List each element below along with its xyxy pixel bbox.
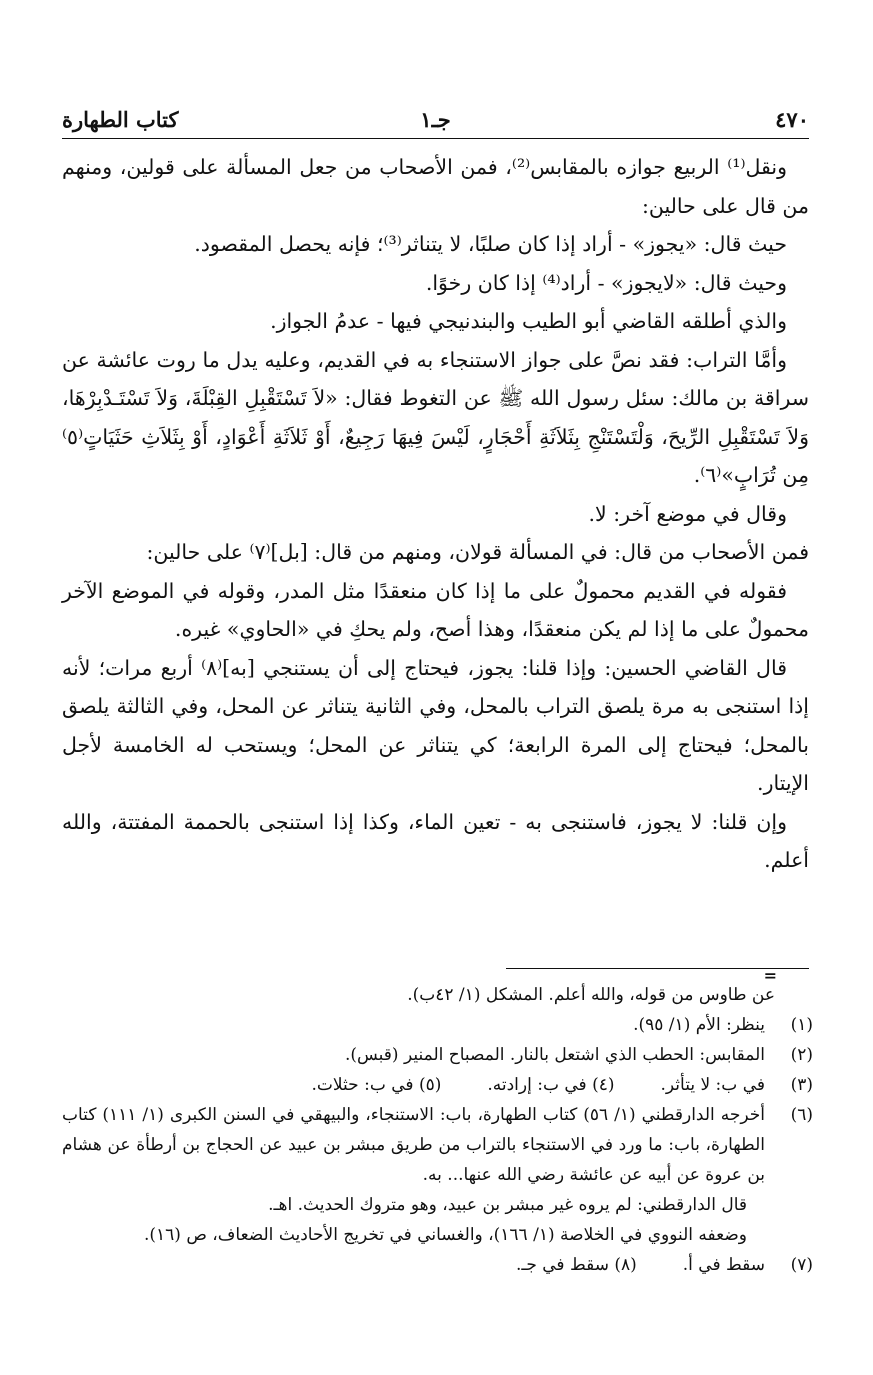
paragraph: فمن الأصحاب من قال: في المسألة قولان، ومنهم من قال: [بل]⁽٧⁾ على حالين:	[146, 540, 809, 564]
footnote: (٧) سقط في أ. (٨) سقط في جـ.	[515, 1255, 813, 1275]
paragraph: وإن قلنا: لا يجوز، فاستنجى به - تعين الماء، وكذا إذا استنجى بالحممة المفتتة، والله أعلم.	[62, 809, 809, 872]
footnote: (١) ينظر: الأم (١/ ٩٥).	[633, 1015, 813, 1035]
footnote-continuation: عن طاوس من قوله، والله أعلم. المشكل (١/ ٤٢ب).	[407, 985, 775, 1005]
volume-label: جـ١	[420, 107, 451, 132]
page-number: ٤٧٠	[775, 107, 809, 132]
main-text	[62, 148, 809, 880]
paragraph: قال القاضي الحسين: وإذا قلنا: يجوز، فيحتاج إلى أن يستنجي [به]⁽٨⁾ أربع مرات؛ لأنه إذا استنجى به مرة يلصق التراب بالمحل، وفي الثانية يتناثر عن المحل، وفي الثالثة يلصق بالمحل؛ فيحتاج إلى المرة الرابعة؛ كي يتناثر عن المحل؛ ويستحب له الخامسة لأجل الإيتار.	[62, 655, 809, 795]
footnote: (٢) المقابس: الحطب الذي اشتعل بالنار. المصباح المنير (قبس).	[344, 1045, 813, 1065]
footnote: (٦) أخرجه الدارقطني (١/ ٥٦) كتاب الطهارة، باب: الاستنجاء، والبيهقي في السنن الكبرى (١/ ١١١) كتاب الطهارة، باب: ما ورد في الاستنجاء بالتراب من طريق مبشر بن عبيد عن الحجاج بن أرطأة عن هشام بن عروة عن أبيه عن عائشة رضي الله عنها... به.	[62, 1105, 813, 1185]
footnote: (٣) في ب: لا يتأثر. (٤) في ب: إرادته. (٥) في ب: حثلات.	[311, 1075, 813, 1095]
footnote-sub: قال الدارقطني: لم يروه غير مبشر بن عبيد، وهو متروك الحديث. اهـ.	[268, 1195, 747, 1215]
continuation-mark: =	[763, 966, 777, 985]
paragraph: ونقل⁽¹⁾ الربيع جوازه بالمقابس⁽²⁾، فمن الأصحاب من جعل المسألة على قولين، ومنهم من قال على حالين:	[62, 155, 809, 218]
footnotes	[62, 980, 813, 1280]
paragraph: والذي أطلقه القاضي أبو الطيب والبندنيجي فيها - عدمُ الجواز.	[270, 309, 787, 333]
paragraph: حيث قال: «يجوز» - أراد إذا كان صلبًا، لا يتناثر⁽³⁾؛ فإنه يحصل المقصود.	[194, 232, 787, 256]
paragraph: وحيث قال: «لايجوز» - أراد⁽⁴⁾ إذا كان رخوًا.	[425, 270, 787, 295]
page-header	[62, 92, 809, 139]
paragraph: فقوله في القديم محمولٌ على ما إذا كان منعقدًا مثل المدر، وقوله في الموضع الآخر محمولٌ على ما إذا لم يكن منعقدًا، وهذا أصح، ولم يحكِ في «الحاوي» غيره.	[62, 578, 809, 641]
book-title: كتاب الطهارة	[62, 107, 179, 132]
paragraph: وقال في موضع آخر: لا.	[588, 501, 787, 526]
footnote-sub: وضعفه النووي في الخلاصة (١/ ١٦٦)، والغساني في تخريج الأحاديث الضعاف، ص (١٦).	[143, 1225, 747, 1245]
paragraph: وأمَّا التراب: فقد نصَّ على جواز الاستنجاء به في القديم، وعليه يدل ما روت عائشة عن سراقة بن مالك: سئل رسول الله ﷺ عن التغوط فقال: «لاَ تَسْتَقْبِلِ القِبْلَةَ، وَلاَ تَسْتَـدْبِرْهَا، وَلاَ تَسْتَقْبِلِ الرِّيحَ، وَلْتَسْتَنْجِ بِثَلاَثَةِ أَحْجَارٍ، لَيْسَ فِيهَا رَجِيعٌ، أَوْ ثَلاَثَةِ أَعْوَادٍ، أَوْ بِثَلاَثِ حَثَيَاتٍ⁽٥⁾ مِن تُرَابٍ»⁽٦⁾.	[62, 347, 809, 487]
